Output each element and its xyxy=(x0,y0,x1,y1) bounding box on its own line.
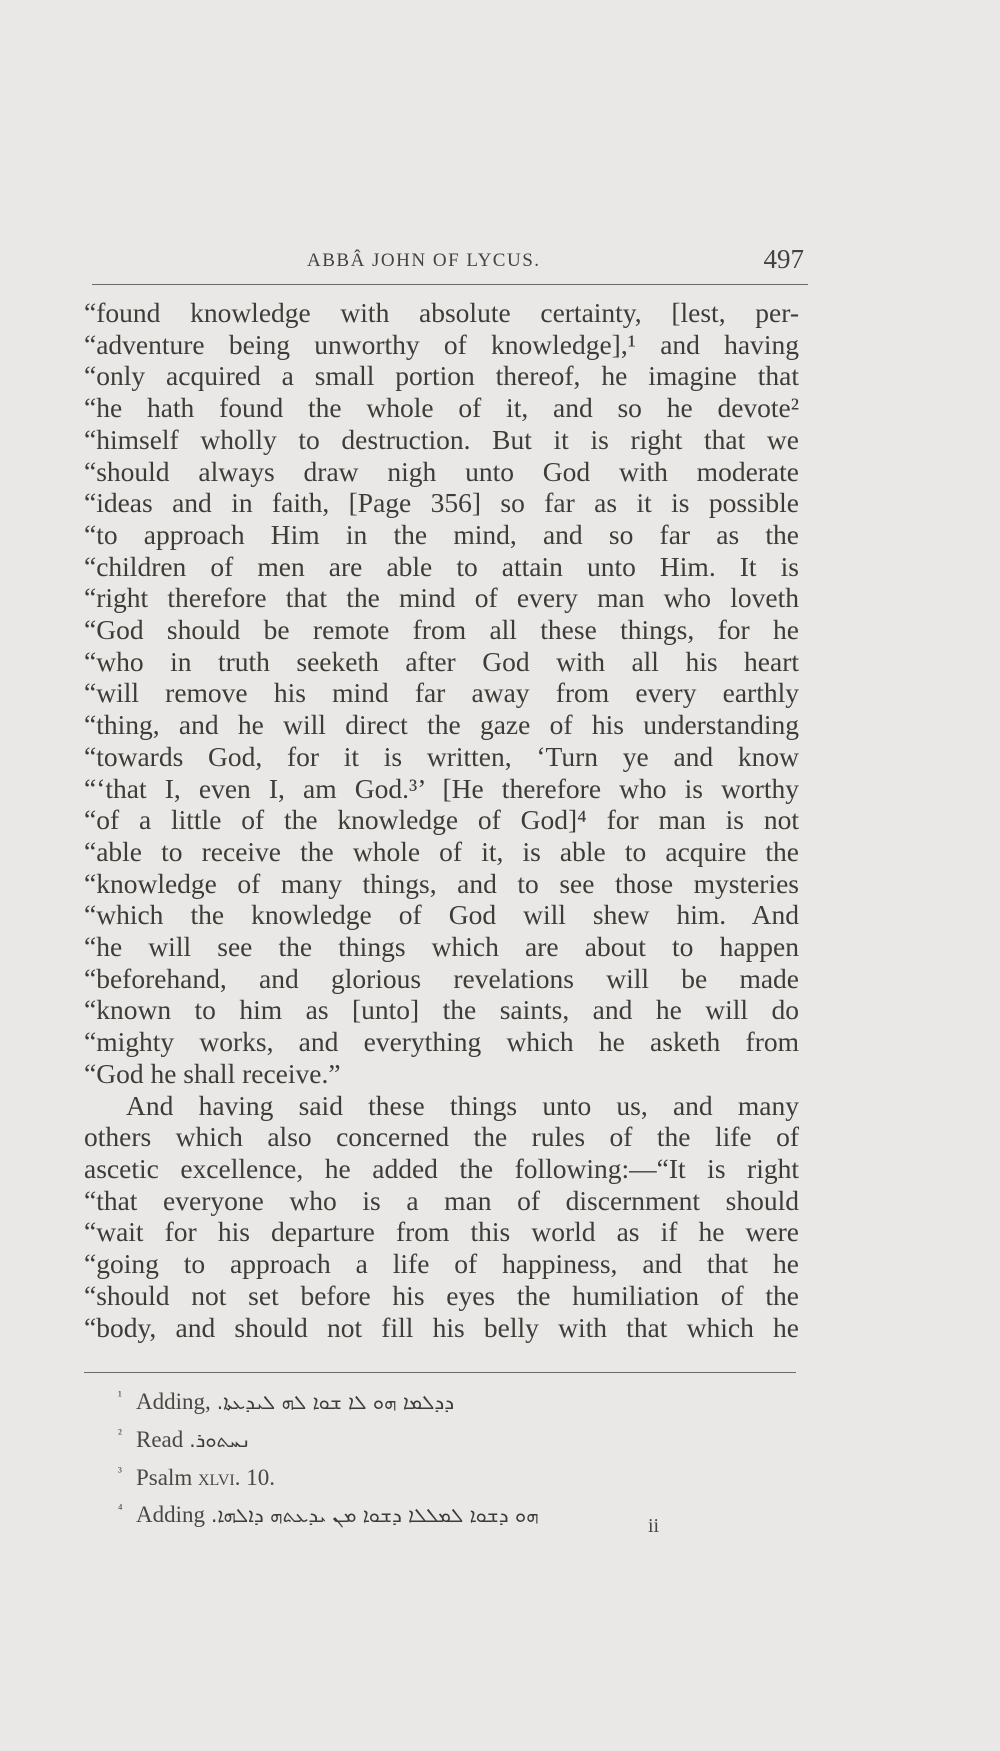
psalm-reference: xlvi. 10. xyxy=(197,1465,275,1490)
footnotes xyxy=(118,1380,758,1531)
text-line: “‘that I, even I, am God.³’ [He therefore who is worthy xyxy=(84,772,799,804)
text-line: “that everyone who is a man of discernment should xyxy=(84,1184,799,1216)
text-line: “able to receive the whole of it, is able to acquire the xyxy=(84,835,799,867)
text-line: “adventure being unworthy of knowledge],¹ and having xyxy=(84,328,799,360)
text-line: “mighty works, and everything which he asketh from xyxy=(84,1026,799,1058)
syriac-text: ܢܚܬܘܪ. xyxy=(189,1428,251,1452)
text-line: “he will see the things which are about to happen xyxy=(84,931,799,963)
text-line: “wait for his departure from this world as if he were xyxy=(84,1216,799,1248)
text-line: “children of men are able to attain unto Him. It is xyxy=(84,550,799,582)
text-line: “right therefore that the mind of every man who loveth xyxy=(84,582,799,614)
text-line: “who in truth seeketh after God with all his heart xyxy=(84,645,799,677)
page-number: 497 xyxy=(763,244,804,274)
text-line: others which also concerned the rules of the life of xyxy=(84,1121,799,1153)
text-line: ascetic excellence, he added the following:—“It is right xyxy=(84,1152,799,1184)
footnote-2 xyxy=(118,1418,758,1456)
text-line: “God should be remote from all these things, for he xyxy=(84,614,799,646)
footnote-text: Adding xyxy=(136,1502,205,1527)
text-line: “towards God, for it is written, ‘Turn ye and know xyxy=(84,740,799,772)
text-line: “should not set before his eyes the humiliation of the xyxy=(84,1279,799,1311)
footnote-divider xyxy=(84,1372,796,1373)
text-line: “of a little of the knowledge of God]⁴ for man is not xyxy=(84,804,799,836)
signature-mark: ii xyxy=(648,1515,660,1537)
text-line: “going to approach a life of happiness, and that he xyxy=(84,1248,799,1280)
footnote-marker: ² xyxy=(118,1426,122,1441)
text-line: “beforehand, and glorious revelations will be made xyxy=(84,962,799,994)
syriac-text: ܕܕܠܡܐ ܗܘ ܠܐ ܫܘܐ ܠܗ ܠܝܕܥܬܐ. xyxy=(216,1390,455,1414)
text-line: “God he shall receive.” xyxy=(84,1057,341,1089)
paragraph-start-line: And having said these things unto us, and many xyxy=(126,1089,799,1121)
footnote-4 xyxy=(118,1493,758,1531)
footnote-marker: ¹ xyxy=(118,1388,122,1403)
text-line: “thing, and he will direct the gaze of his understanding xyxy=(84,709,799,741)
footnote-text: Adding, xyxy=(136,1389,211,1414)
main-text xyxy=(84,297,799,1343)
text-line: “known to him as [unto] the saints, and he will do xyxy=(84,994,799,1026)
footnote-marker: ³ xyxy=(118,1464,122,1479)
text-line: “body, and should not fill his belly with that which he xyxy=(84,1311,799,1343)
text-line: “will remove his mind far away from every earthly xyxy=(84,677,799,709)
footnote-1 xyxy=(118,1380,758,1418)
footnote-marker: ⁴ xyxy=(118,1501,123,1516)
running-header xyxy=(92,244,808,285)
running-title: ABBÂ JOHN OF LYCUS. xyxy=(307,250,541,271)
text-line: “knowledge of many things, and to see those mysteries xyxy=(84,867,799,899)
syriac-text: ܗܘ ܕܫܘܐ ܠܡܠܠܐ ܕܫܘܐ ܡܢ ܝܕܥܬܗ ܕܐܠܗܐ. xyxy=(211,1503,539,1527)
text-line: “he hath found the whole of it, and so he devote² xyxy=(84,392,799,424)
footnote-3 xyxy=(118,1456,758,1493)
text-line: “ideas and in faith, [Page 356] so far as it is possible xyxy=(84,487,799,519)
text-line: “only acquired a small portion thereof, he imagine that xyxy=(84,360,799,392)
text-line: “himself wholly to destruction. But it is right that we xyxy=(84,423,799,455)
text-line: “should always draw nigh unto God with moderate xyxy=(84,455,799,487)
footnote-text: Read xyxy=(136,1427,184,1452)
text-line: “to approach Him in the mind, and so far as the xyxy=(84,518,799,550)
text-line: “found knowledge with absolute certainty, [lest, per- xyxy=(84,297,799,328)
footnote-text: Psalm xyxy=(136,1465,193,1490)
text-line: “which the knowledge of God will shew him. And xyxy=(84,899,799,931)
